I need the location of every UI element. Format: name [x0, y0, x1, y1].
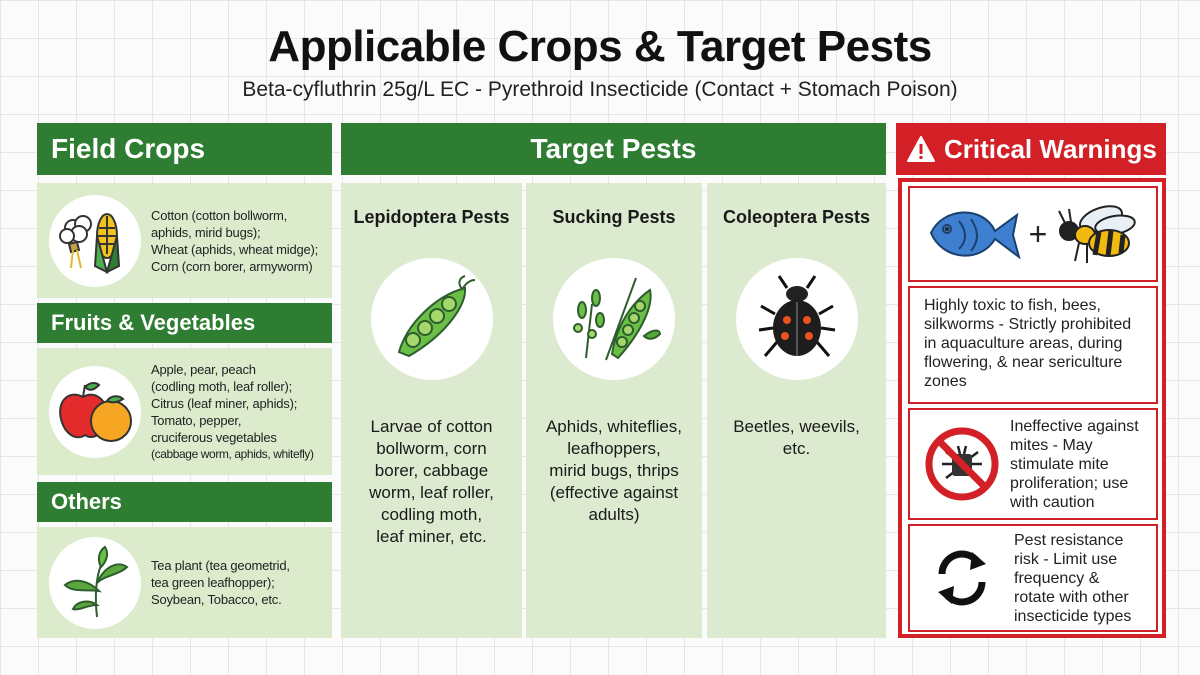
page-title: Applicable Crops & Target Pests [268, 22, 932, 71]
tea-leaf-icon [49, 537, 141, 629]
others-card [37, 527, 332, 638]
mites-line: stimulate mite [1010, 455, 1109, 473]
sucking-line: adults) [588, 505, 640, 524]
toxicity-line: silkworms - Strictly prohibited [924, 316, 1132, 333]
fruits-vegetables-card [37, 348, 332, 475]
coleoptera-heading: Coleoptera Pests [722, 207, 871, 227]
sucking-line: leafhoppers, [567, 439, 661, 458]
toxicity-text-cell [908, 286, 1158, 404]
critical-warnings-header [896, 123, 1166, 175]
toxicity-line: in aquaculture areas, during [924, 335, 1123, 352]
others-line: tea green leafhopper); [151, 575, 275, 590]
sucking-column [526, 183, 702, 638]
fruits-vegetables-text [151, 361, 314, 463]
sucking-description [526, 416, 702, 526]
lepidoptera-line: Larvae of cotton [370, 417, 493, 436]
pea-pod-icon [371, 258, 493, 380]
lepidoptera-line: bollworm, corn [376, 439, 487, 458]
bee-icon [1053, 201, 1143, 267]
field-crops-label: Field Crops [51, 133, 206, 164]
coleoptera-column [707, 183, 886, 638]
fruits-line: (codling moth, leaf roller); [151, 378, 293, 394]
lepidoptera-column [341, 183, 522, 638]
others-label: Others [51, 489, 122, 514]
no-mite-icon [924, 426, 1000, 502]
field-crops-line: Wheat (aphids, wheat midge); [151, 241, 319, 257]
resistance-line: Pest resistance [1014, 531, 1124, 549]
lepidoptera-line: borer, cabbage [374, 461, 489, 480]
toxicity-line: flowering, & near sericulture [924, 354, 1123, 371]
target-pests-header [341, 123, 886, 175]
plus-sign: + [1028, 215, 1048, 252]
resistance-cell [908, 524, 1158, 632]
toxicity-line: zones [924, 373, 967, 390]
rotate-arrows-icon [930, 546, 994, 610]
field-crops-line: aphids, mirid bugs); [151, 224, 261, 240]
field-crops-line: Corn (corn borer, armyworm) [151, 258, 313, 274]
coleoptera-line: Beetles, weevils, [733, 417, 860, 436]
mites-cell [908, 408, 1158, 520]
mites-line: mites - May [1010, 436, 1093, 454]
others-line: Tea plant (tea geometrid, [151, 558, 290, 573]
resistance-line: insecticide types [1014, 607, 1132, 625]
sucking-line: Aphids, whiteflies, [545, 417, 683, 436]
resistance-text [1014, 531, 1131, 626]
resistance-line: rotate with other [1014, 588, 1129, 606]
warning-triangle-icon [906, 135, 936, 163]
coleoptera-line: etc. [782, 439, 811, 458]
lepidoptera-heading: Lepidoptera Pests [353, 207, 510, 227]
cotton-corn-icon [49, 195, 141, 287]
beetle-icon [736, 258, 858, 380]
field-crops-line: Cotton (cotton bollworm, [151, 207, 288, 223]
sucking-pest-plant-icon [553, 258, 675, 380]
lepidoptera-line: leaf miner, etc. [376, 527, 487, 546]
field-crops-text [151, 207, 318, 275]
field-crops-header [37, 123, 332, 175]
fruits-line: Apple, pear, peach [151, 361, 256, 377]
coleoptera-description [707, 416, 886, 460]
fruits-vegetables-label: Fruits & Vegetables [51, 310, 256, 335]
mites-text [1010, 417, 1139, 512]
fruits-line: Citrus (leaf miner, aphids); [151, 395, 298, 411]
fish-icon [923, 201, 1023, 267]
mites-line: proliferation; use [1010, 474, 1129, 492]
fruits-line: Tomato, pepper, [151, 412, 242, 428]
lepidoptera-line: worm, leaf roller, [369, 483, 494, 502]
critical-warnings-label: Critical Warnings [944, 133, 1157, 164]
lepidoptera-line: codling moth, [380, 505, 483, 524]
target-pests-label: Target Pests [530, 133, 697, 164]
apple-orange-icon [49, 366, 141, 458]
toxicity-line: Highly toxic to fish, bees, [924, 297, 1101, 314]
field-crops-card [37, 183, 332, 298]
fruits-vegetables-header [37, 303, 332, 343]
fish-bee-cell [908, 186, 1158, 282]
others-text [151, 557, 290, 608]
fruits-line: (cabbage worm, aphids, whitefly) [151, 446, 314, 461]
others-line: Soybean, Tobacco, etc. [151, 592, 282, 607]
mites-line: with caution [1010, 493, 1095, 511]
resistance-line: frequency & [1014, 569, 1100, 587]
others-header [37, 482, 332, 522]
mites-line: Ineffective against [1010, 417, 1139, 435]
sucking-line: mirid bugs, thrips [549, 461, 679, 480]
page-subtitle: Beta-cyfluthrin 25g/L EC - Pyrethroid Insecticide (Contact + Stomach Poison) [242, 78, 958, 101]
fruits-line: cruciferous vegetables [151, 429, 277, 445]
warnings-box [898, 178, 1166, 638]
resistance-line: risk - Limit use [1014, 550, 1118, 568]
sucking-line: (effective against [549, 483, 679, 502]
lepidoptera-description [341, 416, 522, 548]
sucking-heading: Sucking Pests [552, 207, 676, 227]
